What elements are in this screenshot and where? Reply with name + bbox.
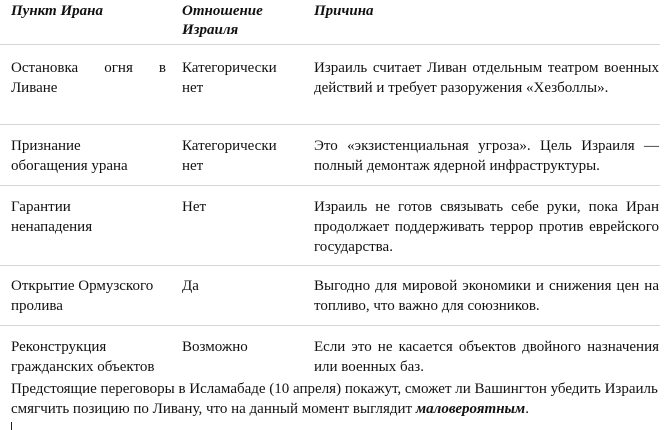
cell-point-line: пролива [11, 298, 63, 314]
cell-point [11, 337, 166, 377]
cell-point-line: обогащения урана [11, 158, 128, 174]
cell-attitude: Возможно [182, 339, 248, 355]
cell-attitude [182, 58, 292, 98]
cell-point [11, 136, 166, 176]
cell-attitude-line: Категорически [182, 138, 277, 154]
cell-reason: Израиль считает Ливан отдельным театром военных действий и требует разоружения «Хезболлы». [314, 60, 659, 96]
row-divider [0, 265, 660, 266]
row-divider [0, 325, 660, 326]
cell-point-line: Ливане [11, 80, 58, 96]
cell-attitude-line: Категорически [182, 60, 277, 76]
conclusion-end: . [525, 401, 529, 417]
cell-attitude: Да [182, 278, 199, 294]
cell-reason: Выгодно для мировой экономики и снижения цен на топливо, что важно для союзников. [314, 278, 659, 314]
row-divider [0, 185, 660, 186]
cell-attitude-line: нет [182, 158, 204, 174]
cell-point-line: гражданских объектов [11, 359, 155, 375]
cell-point-line: Остановка огня в [11, 60, 166, 76]
cell-point [11, 197, 166, 237]
header-point: Пункт Ирана [11, 3, 103, 19]
cell-point-line: Открытие Ормузского [11, 278, 154, 294]
cell-attitude-line: нет [182, 80, 204, 96]
row-divider [0, 44, 660, 45]
cell-reason: Это «экзистенциальная угроза». Цель Израиля — полный демонтаж ядерной инфраструктуры. [314, 138, 659, 174]
cell-reason: Если это не касается объектов двойного назначения или военных баз. [314, 339, 659, 375]
cell-point-line: Реконструкция [11, 339, 107, 355]
text-cursor[interactable] [11, 422, 12, 430]
row-divider [0, 124, 660, 125]
conclusion-emphasis: маловероятным [415, 401, 526, 417]
conclusion-paragraph [11, 379, 661, 419]
header-attitude: Отношение Израиля [182, 3, 263, 38]
cell-point-line: ненападения [11, 219, 93, 235]
cell-point-line: Гарантии [11, 199, 71, 215]
cell-point-line: Признание [11, 138, 81, 154]
cell-attitude [182, 136, 292, 176]
cell-point [11, 58, 166, 98]
header-reason: Причина [314, 3, 374, 19]
cell-attitude: Нет [182, 199, 207, 215]
cell-point [11, 276, 166, 316]
cell-reason: Израиль не готов связывать себе руки, пока Иран продолжает поддерживать террор против еврейского государства. [314, 199, 659, 255]
conclusion-text: Предстоящие переговоры в Исламабаде (10 апреля) покажут, сможет ли Вашингтон убедить Израиль смягчить позицию по Ливану, что на данный момент выглядит [11, 381, 658, 417]
